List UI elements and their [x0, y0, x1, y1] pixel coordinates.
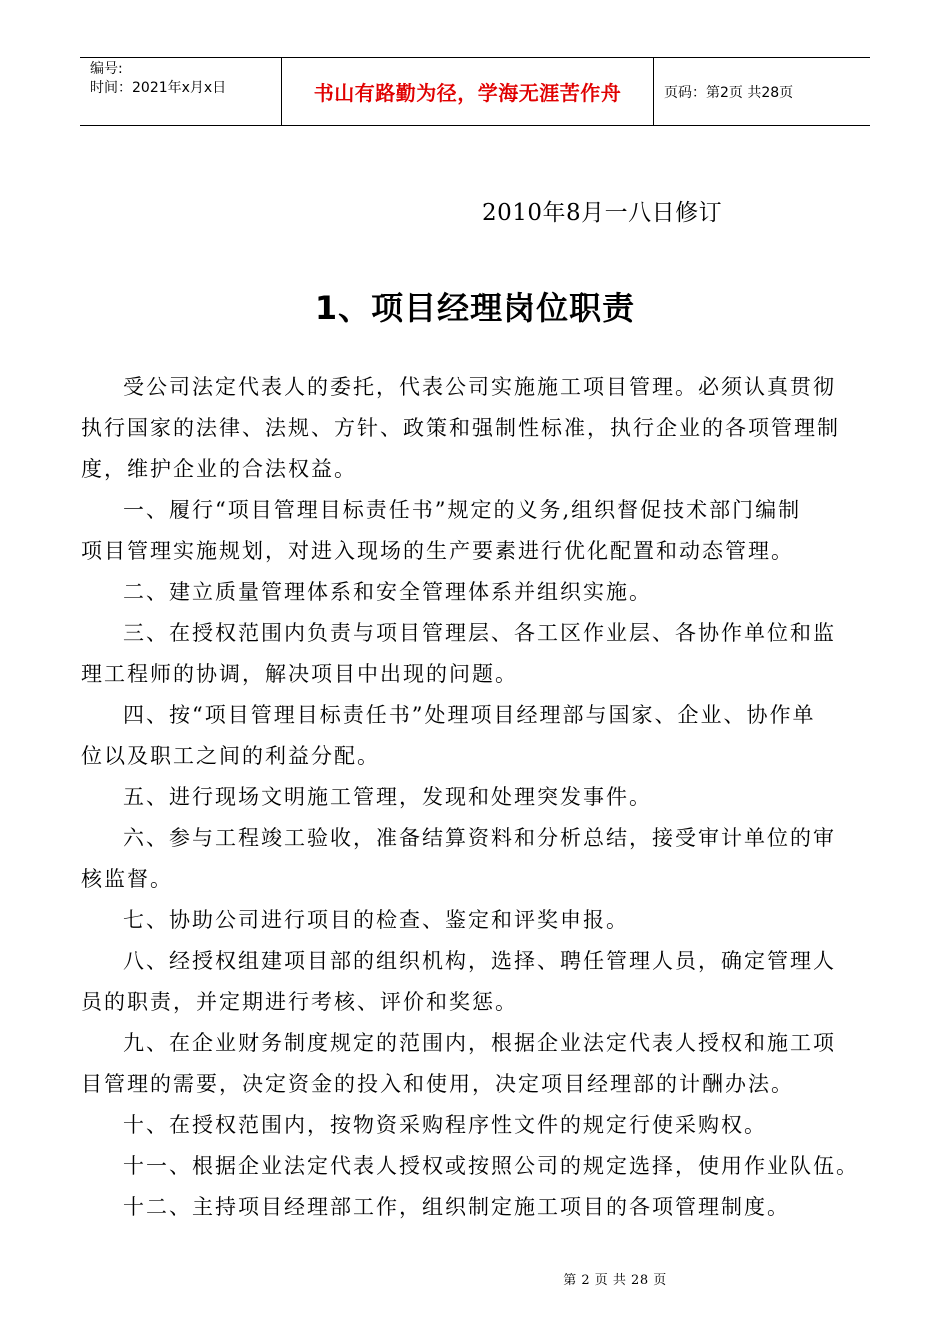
header-time-label: 时间：2021年x月x日 [90, 80, 227, 96]
body-paragraph [81, 1023, 881, 1105]
paragraph-line: 位以及职工之间的利益分配。 [81, 744, 380, 768]
paragraph-line: 三、在授权范围内负责与项目管理层、各工区作业层、各协作单位和监 [123, 621, 836, 645]
body-paragraph [81, 818, 881, 900]
header-meta [80, 58, 281, 125]
body-paragraph [81, 1146, 881, 1187]
document-title: 1、项目经理岗位职责 [314, 289, 636, 327]
document-body [81, 367, 881, 1228]
paragraph-line: 五、进行现场文明施工管理，发现和处理突发事件。 [123, 785, 652, 809]
body-paragraph [81, 695, 881, 777]
body-paragraph [81, 900, 881, 941]
paragraph-line: 员的职责，并定期进行考核、评价和奖惩。 [81, 990, 518, 1014]
body-paragraph [81, 490, 881, 572]
paragraph-line: 项目管理实施规划，对进入现场的生产要素进行优化配置和动态管理。 [81, 539, 794, 563]
revision-date: 2010年8月一八日修订 [482, 200, 723, 226]
paragraph-line: 执行国家的法律、法规、方针、政策和强制性标准，执行企业的各项管理制 [81, 416, 840, 440]
paragraph-line: 六、参与工程竣工验收，准备结算资料和分析总结，接受审计单位的审 [123, 826, 836, 850]
paragraph-line: 七、协助公司进行项目的检查、鉴定和评奖申报。 [123, 908, 629, 932]
paragraph-line: 目管理的需要，决定资金的投入和使用，决定项目经理部的计酬办法。 [81, 1072, 794, 1096]
body-paragraph [81, 613, 881, 695]
paragraph-line: 受公司法定代表人的委托，代表公司实施施工项目管理。必须认真贯彻 [123, 375, 836, 399]
paragraph-line: 八、经授权组建项目部的组织机构，选择、聘任管理人员，确定管理人 [123, 949, 836, 973]
paragraph-line: 十、在授权范围内，按物资采购程序性文件的规定行使采购权。 [123, 1113, 767, 1137]
body-paragraph [81, 1187, 881, 1228]
header-number-label: 编号: [90, 61, 123, 77]
body-paragraph [81, 777, 881, 818]
paragraph-line: 二、建立质量管理体系和安全管理体系并组织实施。 [123, 580, 652, 604]
body-paragraph [81, 941, 881, 1023]
body-paragraph [81, 1105, 881, 1146]
paragraph-line: 九、在企业财务制度规定的范围内，根据企业法定代表人授权和施工项 [123, 1031, 836, 1055]
paragraph-line: 核监督。 [81, 867, 173, 891]
paragraph-line: 理工程师的协调，解决项目中出现的问题。 [81, 662, 518, 686]
paragraph-line: 度，维护企业的合法权益。 [81, 457, 357, 481]
body-paragraph [81, 367, 881, 490]
body-paragraph [81, 572, 881, 613]
header-motto: 书山有路勤为径，学海无涯苦作舟 [281, 58, 654, 125]
header-page-label: 页码：第2页 共28页 [664, 84, 794, 101]
page-footer: 第 2 页 共 28 页 [563, 1273, 667, 1288]
paragraph-line: 一、履行“项目管理目标责任书”规定的义务,组织督促技术部门编制 [123, 498, 802, 522]
paragraph-line: 十一、根据企业法定代表人授权或按照公司的规定选择，使用作业队伍。 [123, 1154, 859, 1178]
paragraph-line: 十二、主持项目经理部工作，组织制定施工项目的各项管理制度。 [123, 1195, 790, 1219]
page-header [80, 57, 870, 126]
paragraph-line: 四、按“项目管理目标责任书”处理项目经理部与国家、企业、协作单 [123, 703, 816, 727]
